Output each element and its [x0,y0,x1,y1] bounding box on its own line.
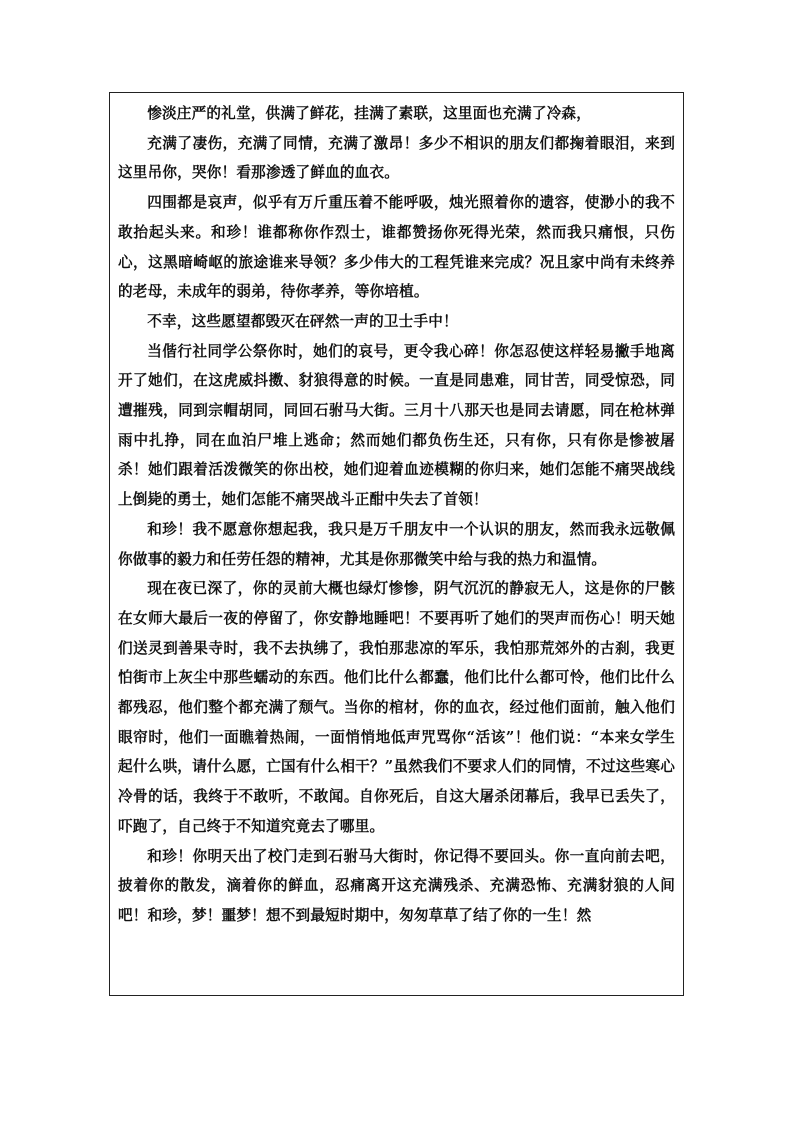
paragraph-8: 和珍！你明天出了校门走到石驸马大街时，你记得不要回头。你一直向前去吧，披着你的散发，滴着你的鲜血，忍痛离开这充满残杀、充满恐怖、充满豺狼的人间吧！和珍，梦！噩梦！想不到最短时期中，匆匆草草了结了你的一生！然 [118,847,675,924]
paragraph-1: 惨淡庄严的礼堂，供满了鲜花，挂满了素联，这里面也充满了冷森， [147,105,592,122]
paragraph-6: 和珍！我不愿意你想起我，我只是万千朋友中一个认识的朋友，然而我永远敬佩你做事的毅力和任劳任怨的精神，尤其是你那微笑中给与我的热力和温情。 [118,520,675,568]
paragraph-3: 四围都是哀声，似乎有万斤重压着不能呼吸，烛光照着你的遗容，使渺小的我不敢抬起头来。和珍！谁都称你作烈士，谁都赞扬你死得光荣，然而我只痛恨，只伤心，这黑暗崎岖的旅途谁来导领？多少伟大的工程凭谁来完成？况且家中尚有未终养的老母，未成年的弱弟，待你孝养，等你培植。 [118,194,675,301]
paragraph-2: 充满了凄伤，充满了同情，充满了激昂！多少不相识的朋友们都掬着眼泪，来到这里吊你，哭你！看那渗透了鲜血的血衣。 [118,134,675,182]
paragraph-5: 当偕行社同学公祭你时，她们的哀号，更令我心碎！你怎忍使这样轻易撇手地离开了她们，在这虎威抖擞、豺狼得意的时候。一直是同患难，同甘苦，同受惊恐，同遭摧残，同到宗帽胡同，同回石驸马大街。三月十八那天也是同去请愿，同在枪林弹雨中扎挣，同在血泊尸堆上逃命；然而她们都负伤生还，只有你，只有你是惨被屠杀！她们跟着活泼微笑的你出校，她们迎着血迹模糊的你归来，她们怎能不痛哭战线上倒毙的勇士，她们怎能不痛哭战斗正酣中失去了首领！ [118,342,675,509]
text-frame [109,92,684,996]
paragraph-7: 现在夜已深了，你的灵前大概也绿灯惨惨，阴气沉沉的静寂无人，这是你的尸骸在女师大最后一夜的停留了，你安静地睡吧！不要再听了她们的哭声而伤心！明天她们送灵到善果寺时，我不去执绋了，我怕那悲凉的军乐，我怕那荒郊外的古刹，我更怕街市上灰尘中那些蠕动的东西。他们比什么都蠢，他们比什么都可怜，他们比什么都残忍，他们整个都充满了颓气。当你的棺材，你的血衣，经过他们面前，触入他们眼帘时，他们一面瞧着热闹，一面悄悄地低声咒骂你“活该”！他们说：“本来女学生起什么哄，请什么愿，亡国有什么相干？”虽然我们不要求人们的同情，不过这些寒心冷骨的话，我终于不敢听，不敢闻。自你死后，自这大屠杀闭幕后，我早已丢失了，吓跑了，自己终于不知道究竟去了哪里。 [118,580,675,835]
paragraph-4: 不幸，这些愿望都毁灭在砰然一声的卫士手中！ [147,312,458,330]
